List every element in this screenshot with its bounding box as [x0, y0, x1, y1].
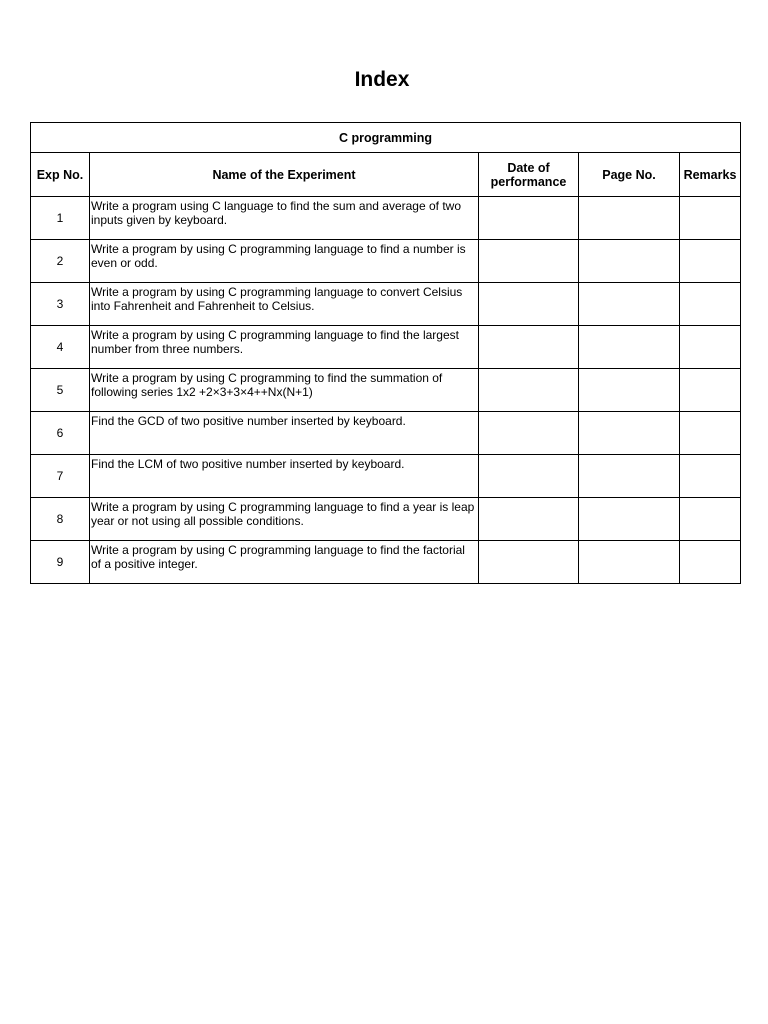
header-page-no: Page No.: [579, 153, 680, 197]
page-no-cell: [579, 412, 680, 455]
date-cell: [479, 197, 579, 240]
exp-number: 5: [31, 369, 90, 412]
date-cell: [479, 498, 579, 541]
exp-number: 2: [31, 240, 90, 283]
date-cell: [479, 369, 579, 412]
exp-number: 7: [31, 455, 90, 498]
experiment-name: Write a program using C language to find the sum and average of two inputs given by keyboard.: [90, 197, 479, 240]
date-cell: [479, 240, 579, 283]
experiment-name: Find the LCM of two positive number inserted by keyboard.: [90, 455, 479, 498]
page-no-cell: [579, 197, 680, 240]
page-no-cell: [579, 369, 680, 412]
remarks-cell: [680, 455, 741, 498]
header-exp-no: Exp No.: [31, 153, 90, 197]
page-no-cell: [579, 455, 680, 498]
experiment-name: Write a program by using C programming to find the summation of following series 1x2 +2×3+3×4++Nx(N+1): [90, 369, 479, 412]
remarks-cell: [680, 240, 741, 283]
table-row: [31, 498, 741, 541]
remarks-cell: [680, 369, 741, 412]
remarks-cell: [680, 498, 741, 541]
remarks-cell: [680, 541, 741, 584]
page-no-cell: [579, 240, 680, 283]
page-no-cell: [579, 326, 680, 369]
page-title: Index: [354, 68, 410, 91]
experiment-name: Write a program by using C programming language to find a year is leap year or not using all possible conditions.: [90, 498, 479, 541]
index-table: [30, 122, 741, 584]
experiment-name: Write a program by using C programming language to convert Celsius into Fahrenheit and Fahrenheit to Celsius.: [90, 283, 479, 326]
experiment-name: Write a program by using C programming language to find the factorial of a positive integer.: [90, 541, 479, 584]
header-experiment-name: Name of the Experiment: [90, 153, 479, 197]
date-cell: [479, 283, 579, 326]
exp-number: 8: [31, 498, 90, 541]
exp-number: 6: [31, 412, 90, 455]
section-header-row: [31, 123, 741, 153]
page-no-cell: [579, 541, 680, 584]
page-no-cell: [579, 283, 680, 326]
table-row: [31, 240, 741, 283]
table-row: [31, 197, 741, 240]
header-remarks: Remarks: [680, 153, 741, 197]
remarks-cell: [680, 283, 741, 326]
experiment-name: Write a program by using C programming language to find a number is even or odd.: [90, 240, 479, 283]
date-cell: [479, 541, 579, 584]
table-row: [31, 541, 741, 584]
column-header-row: [31, 153, 741, 197]
table-row: [31, 326, 741, 369]
header-date-of-performance: Date of performance: [479, 153, 579, 197]
experiment-name: Write a program by using C programming language to find the largest number from three numbers.: [90, 326, 479, 369]
experiment-name: Find the GCD of two positive number inserted by keyboard.: [90, 412, 479, 455]
date-cell: [479, 326, 579, 369]
table-row: [31, 369, 741, 412]
table-row: [31, 412, 741, 455]
section-title: C programming: [31, 123, 741, 153]
remarks-cell: [680, 412, 741, 455]
date-cell: [479, 412, 579, 455]
date-cell: [479, 455, 579, 498]
table-row: [31, 283, 741, 326]
remarks-cell: [680, 326, 741, 369]
exp-number: 4: [31, 326, 90, 369]
table-row: [31, 455, 741, 498]
remarks-cell: [680, 197, 741, 240]
exp-number: 9: [31, 541, 90, 584]
exp-number: 1: [31, 197, 90, 240]
page-no-cell: [579, 498, 680, 541]
exp-number: 3: [31, 283, 90, 326]
